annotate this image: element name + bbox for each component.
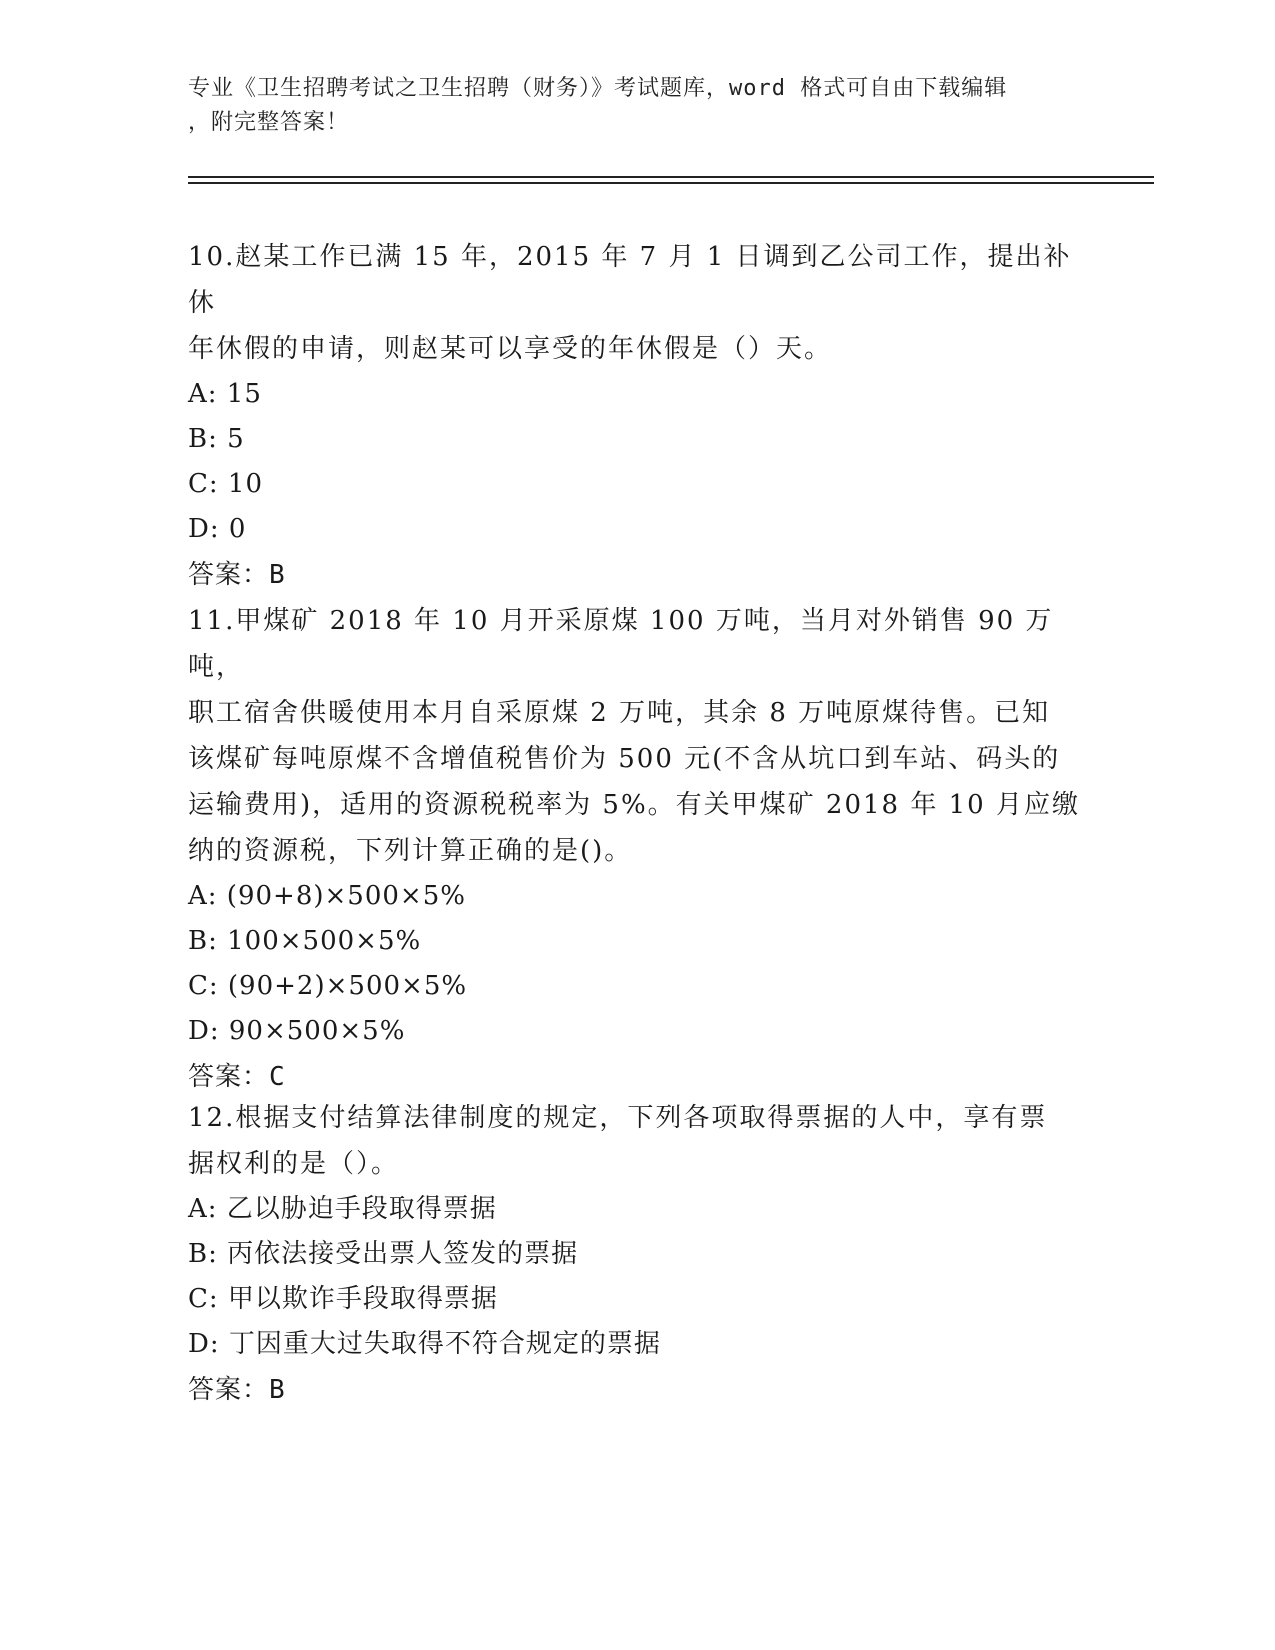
option-d: D: 90×500×5% bbox=[188, 1016, 406, 1046]
question-stem-line: 10.赵某工作已满 15 年，2015 年 7 月 1 日调到乙公司工作，提出补休 bbox=[188, 242, 1072, 318]
option-a: A: 乙以胁迫手段取得票据 bbox=[188, 1194, 497, 1224]
question-stem-line: 据权利的是（）。 bbox=[188, 1149, 400, 1179]
option-b: B: 5 bbox=[188, 424, 245, 454]
question-11 bbox=[188, 598, 1088, 1100]
question-12 bbox=[188, 1095, 1088, 1413]
question-stem-line: 纳的资源税，下列计算正确的是()。 bbox=[188, 836, 633, 866]
header-divider-top bbox=[188, 176, 1154, 178]
option-d: D: 丁因重大过失取得不符合规定的票据 bbox=[188, 1329, 661, 1359]
option-b: B: 丙依法接受出票人签发的票据 bbox=[188, 1239, 579, 1269]
question-stem-line: 运输费用)，适用的资源税税率为 5%。有关甲煤矿 2018 年 10 月应缴 bbox=[188, 790, 1080, 820]
header-line-1: 专业《卫生招聘考试之卫生招聘（财务）》考试题库，word 格式可自由下载编辑 bbox=[188, 76, 1008, 101]
question-stem-line: 该煤矿每吨原煤不含增值税售价为 500 元(不含从坑口到车站、码头的 bbox=[188, 744, 1061, 774]
header-divider-bottom bbox=[188, 182, 1154, 184]
question-10 bbox=[188, 234, 1088, 598]
option-c: C: 甲以欺诈手段取得票据 bbox=[188, 1284, 498, 1314]
option-d: D: 0 bbox=[188, 514, 247, 544]
question-stem-line: 11.甲煤矿 2018 年 10 月开采原煤 100 万吨，当月对外销售 90 万吨， bbox=[188, 606, 1054, 682]
answer: 答案：B bbox=[188, 560, 286, 590]
question-stem-line: 12.根据支付结算法律制度的规定，下列各项取得票据的人中，享有票 bbox=[188, 1103, 1048, 1133]
answer: 答案：C bbox=[188, 1062, 286, 1092]
question-stem-line: 年休假的申请，则赵某可以享受的年休假是（）天。 bbox=[188, 334, 833, 364]
option-c: C: 10 bbox=[188, 469, 264, 499]
option-b: B: 100×500×5% bbox=[188, 926, 422, 956]
option-c: C: (90+2)×500×5% bbox=[188, 971, 468, 1001]
question-stem-line: 职工宿舍供暖使用本月自采原煤 2 万吨，其余 8 万吨原煤待售。已知 bbox=[188, 698, 1051, 728]
option-a: A: (90+8)×500×5% bbox=[188, 881, 466, 911]
option-a: A: 15 bbox=[188, 379, 262, 409]
document-header bbox=[188, 72, 1088, 140]
answer: 答案：B bbox=[188, 1375, 286, 1405]
header-line-2: ，附完整答案！ bbox=[188, 110, 350, 135]
